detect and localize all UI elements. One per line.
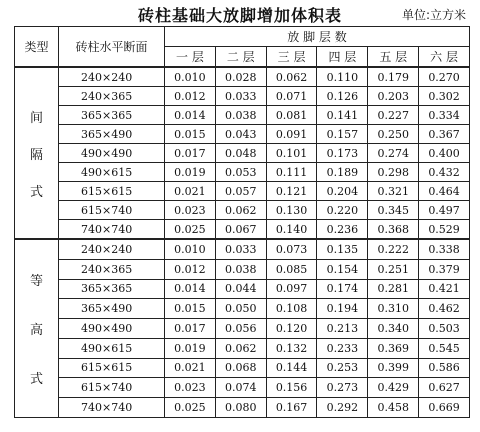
volume-cell: 0.053	[215, 163, 266, 182]
header-layer-1: 一 层	[165, 47, 216, 68]
volume-cell: 0.056	[215, 319, 266, 339]
volume-cell: 0.135	[317, 239, 368, 259]
volume-cell: 0.251	[368, 259, 419, 279]
section-size-cell: 490×615	[59, 338, 165, 358]
volume-cell: 0.503	[419, 319, 470, 339]
volume-cell: 0.033	[215, 239, 266, 259]
volume-cell: 0.019	[165, 163, 216, 182]
volume-cell: 0.497	[419, 201, 470, 220]
volume-cell: 0.236	[317, 220, 368, 240]
table-row	[15, 378, 470, 398]
section-size-cell: 615×615	[59, 358, 165, 378]
volume-cell: 0.010	[165, 67, 216, 87]
volume-cell: 0.038	[215, 106, 266, 125]
volume-cell: 0.154	[317, 259, 368, 279]
group-label-char: 隔	[29, 147, 43, 163]
volume-cell: 0.156	[266, 378, 317, 398]
volume-cell: 0.071	[266, 87, 317, 106]
volume-cell: 0.334	[419, 106, 470, 125]
volume-cell: 0.073	[266, 239, 317, 259]
volume-cell: 0.462	[419, 299, 470, 319]
volume-cell: 0.310	[368, 299, 419, 319]
section-size-cell: 240×365	[59, 87, 165, 106]
page-title: 砖柱基础大放脚增加体积表	[137, 6, 342, 25]
volume-cell: 0.227	[368, 106, 419, 125]
section-size-cell: 365×490	[59, 125, 165, 144]
unit-label: 单位:立方米	[401, 8, 466, 22]
volume-cell: 0.292	[317, 398, 368, 418]
volume-cell: 0.586	[419, 358, 470, 378]
header-type: 类型	[15, 27, 59, 68]
volume-cell: 0.253	[317, 358, 368, 378]
volume-cell: 0.021	[165, 182, 216, 201]
section-size-cell: 615×740	[59, 378, 165, 398]
group-label-char: 式	[29, 184, 43, 200]
volume-cell: 0.429	[368, 378, 419, 398]
section-size-cell: 240×365	[59, 259, 165, 279]
volume-cell: 0.204	[317, 182, 368, 201]
table-row	[15, 259, 470, 279]
volume-cell: 0.091	[266, 125, 317, 144]
volume-cell: 0.043	[215, 125, 266, 144]
header-layer-group: 放 脚 层 数	[165, 27, 470, 47]
group-label	[15, 239, 59, 418]
volume-cell: 0.021	[165, 358, 216, 378]
table-row	[15, 87, 470, 106]
volume-cell: 0.189	[317, 163, 368, 182]
volume-cell: 0.368	[368, 220, 419, 240]
group-label-char: 式	[29, 372, 43, 387]
group-label-char: 等	[29, 274, 43, 289]
table-row	[15, 125, 470, 144]
volume-cell: 0.141	[317, 106, 368, 125]
volume-cell: 0.085	[266, 259, 317, 279]
volume-cell: 0.015	[165, 299, 216, 319]
volume-cell: 0.012	[165, 87, 216, 106]
volume-cell: 0.121	[266, 182, 317, 201]
volume-cell: 0.298	[368, 163, 419, 182]
volume-cell: 0.432	[419, 163, 470, 182]
volume-cell: 0.028	[215, 67, 266, 87]
volume-cell: 0.126	[317, 87, 368, 106]
header-layer-5: 五 层	[368, 47, 419, 68]
volume-cell: 0.048	[215, 144, 266, 163]
volume-cell: 0.379	[419, 259, 470, 279]
table-row	[15, 201, 470, 220]
volume-cell: 0.194	[317, 299, 368, 319]
volume-cell: 0.669	[419, 398, 470, 418]
volume-cell: 0.017	[165, 319, 216, 339]
header-layer-3: 三 层	[266, 47, 317, 68]
volume-cell: 0.108	[266, 299, 317, 319]
volume-cell: 0.023	[165, 378, 216, 398]
table-row	[15, 358, 470, 378]
volume-cell: 0.017	[165, 144, 216, 163]
table-row	[15, 239, 470, 259]
volume-cell: 0.023	[165, 201, 216, 220]
volume-cell: 0.233	[317, 338, 368, 358]
volume-cell: 0.014	[165, 279, 216, 299]
volume-cell: 0.074	[215, 378, 266, 398]
volume-cell: 0.281	[368, 279, 419, 299]
volume-cell: 0.270	[419, 67, 470, 87]
volume-cell: 0.338	[419, 239, 470, 259]
volume-cell: 0.062	[215, 338, 266, 358]
table-row	[15, 220, 470, 240]
section-size-cell: 615×615	[59, 182, 165, 201]
group-label-char: 高	[29, 323, 43, 338]
volume-cell: 0.529	[419, 220, 470, 240]
volume-cell: 0.067	[215, 220, 266, 240]
volume-cell: 0.627	[419, 378, 470, 398]
volume-cell: 0.050	[215, 299, 266, 319]
section-size-cell: 615×740	[59, 201, 165, 220]
volume-cell: 0.014	[165, 106, 216, 125]
header-layer-4: 四 层	[317, 47, 368, 68]
volume-cell: 0.140	[266, 220, 317, 240]
volume-cell: 0.321	[368, 182, 419, 201]
volume-cell: 0.144	[266, 358, 317, 378]
volume-cell: 0.033	[215, 87, 266, 106]
volume-cell: 0.179	[368, 67, 419, 87]
section-size-cell: 365×365	[59, 279, 165, 299]
volume-cell: 0.130	[266, 201, 317, 220]
table-row	[15, 319, 470, 339]
section-size-cell: 490×615	[59, 163, 165, 182]
volume-cell: 0.157	[317, 125, 368, 144]
volume-cell: 0.345	[368, 201, 419, 220]
volume-cell: 0.025	[165, 398, 216, 418]
section-size-cell: 490×490	[59, 319, 165, 339]
volume-cell: 0.458	[368, 398, 419, 418]
section-size-cell: 490×490	[59, 144, 165, 163]
volume-cell: 0.120	[266, 319, 317, 339]
volume-cell: 0.057	[215, 182, 266, 201]
volume-cell: 0.274	[368, 144, 419, 163]
header-layer-2: 二 层	[215, 47, 266, 68]
volume-cell: 0.545	[419, 338, 470, 358]
table-row	[15, 182, 470, 201]
volume-cell: 0.167	[266, 398, 317, 418]
volume-cell: 0.101	[266, 144, 317, 163]
section-size-cell: 365×365	[59, 106, 165, 125]
volume-cell: 0.369	[368, 338, 419, 358]
table-row	[15, 144, 470, 163]
volume-cell: 0.068	[215, 358, 266, 378]
volume-cell: 0.400	[419, 144, 470, 163]
volume-cell: 0.081	[266, 106, 317, 125]
table-row	[15, 106, 470, 125]
volume-cell: 0.044	[215, 279, 266, 299]
volume-cell: 0.340	[368, 319, 419, 339]
volume-cell: 0.250	[368, 125, 419, 144]
section-size-cell: 740×740	[59, 220, 165, 240]
volume-cell: 0.015	[165, 125, 216, 144]
volume-cell: 0.464	[419, 182, 470, 201]
volume-cell: 0.220	[317, 201, 368, 220]
volume-cell: 0.367	[419, 125, 470, 144]
volume-cell: 0.097	[266, 279, 317, 299]
header-layer-6: 六 层	[419, 47, 470, 68]
volume-cell: 0.111	[266, 163, 317, 182]
table-row	[15, 163, 470, 182]
volume-cell: 0.174	[317, 279, 368, 299]
volume-cell: 0.062	[266, 67, 317, 87]
volume-cell: 0.222	[368, 239, 419, 259]
volume-cell: 0.080	[215, 398, 266, 418]
volume-cell: 0.012	[165, 259, 216, 279]
group-label	[15, 67, 59, 239]
table-row	[15, 279, 470, 299]
volume-cell: 0.110	[317, 67, 368, 87]
volume-cell: 0.038	[215, 259, 266, 279]
volume-cell: 0.025	[165, 220, 216, 240]
volume-cell: 0.421	[419, 279, 470, 299]
volume-cell: 0.062	[215, 201, 266, 220]
group-label-char: 间	[29, 110, 43, 126]
section-size-cell: 240×240	[59, 239, 165, 259]
volume-table	[14, 26, 470, 418]
volume-cell: 0.132	[266, 338, 317, 358]
volume-cell: 0.399	[368, 358, 419, 378]
volume-cell: 0.173	[317, 144, 368, 163]
table-row	[15, 398, 470, 418]
section-size-cell: 365×490	[59, 299, 165, 319]
header-section: 砖柱水平断面	[59, 27, 165, 68]
section-size-cell: 740×740	[59, 398, 165, 418]
table-row	[15, 299, 470, 319]
volume-cell: 0.019	[165, 338, 216, 358]
table-row	[15, 338, 470, 358]
table-row	[15, 67, 470, 87]
volume-cell: 0.302	[419, 87, 470, 106]
volume-cell: 0.203	[368, 87, 419, 106]
volume-cell: 0.213	[317, 319, 368, 339]
volume-cell: 0.010	[165, 239, 216, 259]
volume-cell: 0.273	[317, 378, 368, 398]
section-size-cell: 240×240	[59, 67, 165, 87]
